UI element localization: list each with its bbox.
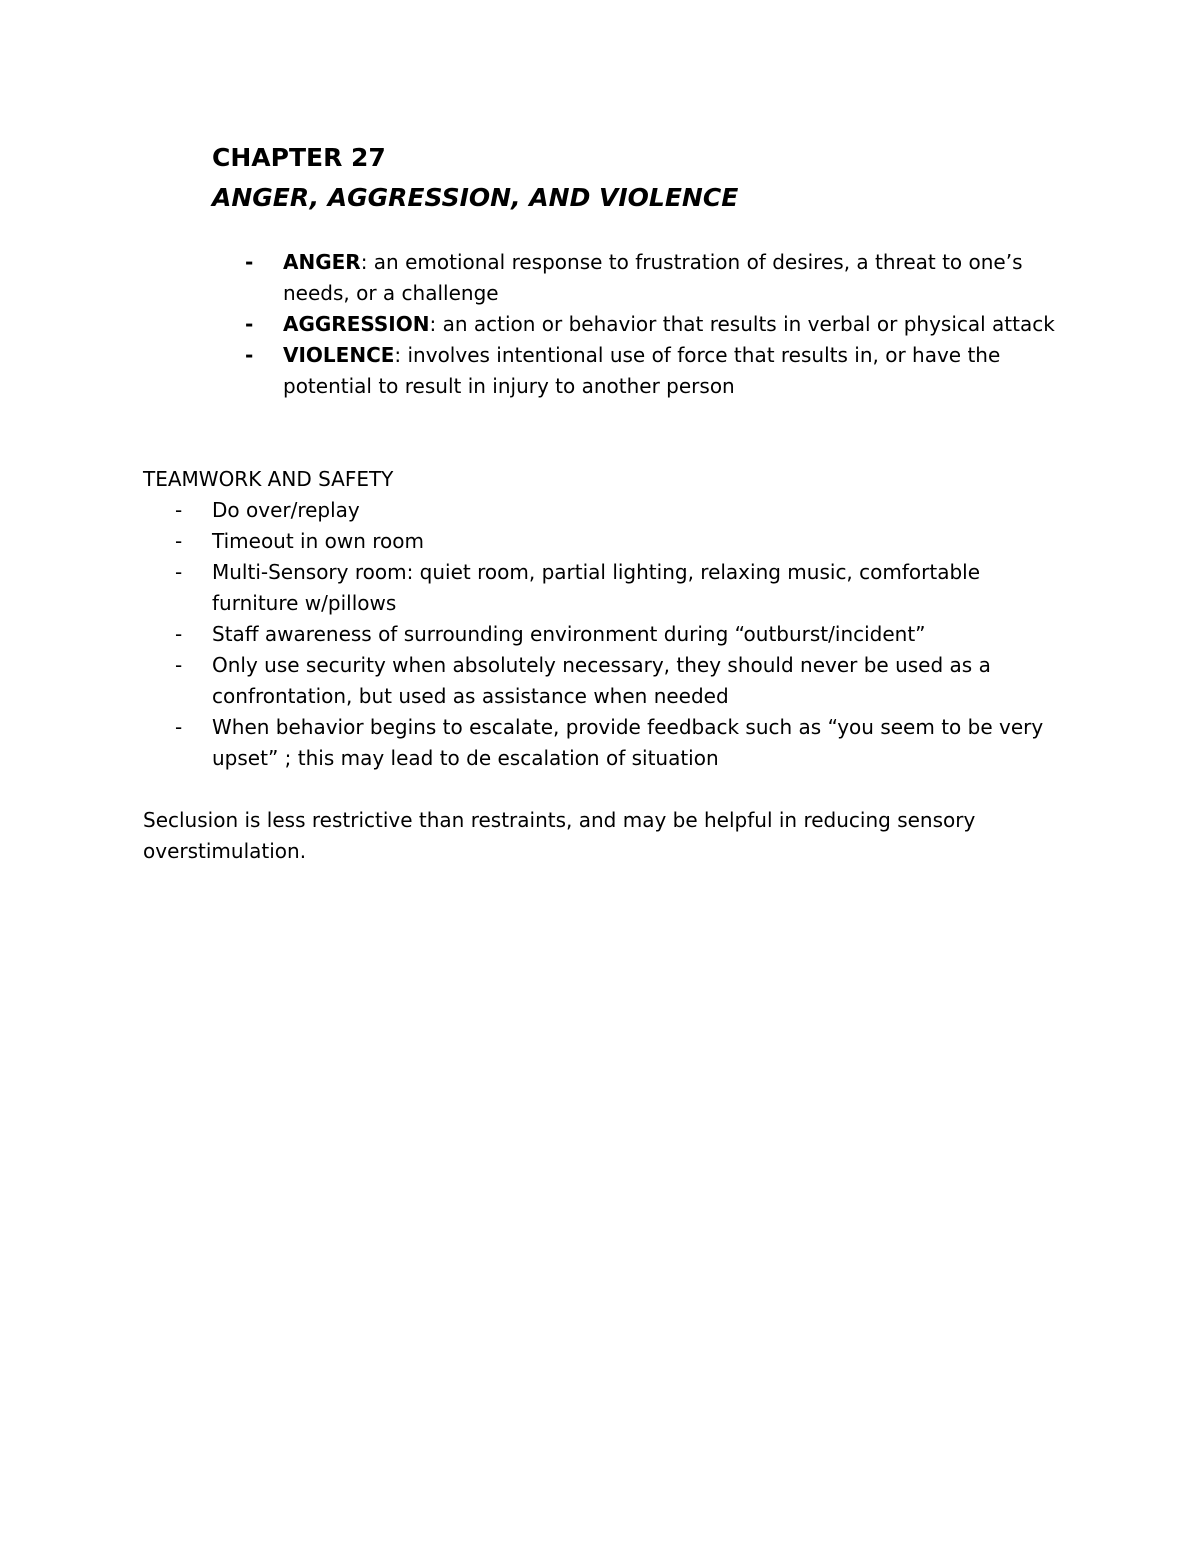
dash-bullet: - xyxy=(245,343,254,367)
definition-item-anger xyxy=(245,247,1065,309)
definition-item-violence xyxy=(245,340,1065,402)
dash-bullet: - xyxy=(175,622,183,646)
section-heading-teamwork: TEAMWORK AND SAFETY xyxy=(143,467,394,491)
list-item xyxy=(175,650,1055,712)
list-item xyxy=(175,619,1055,650)
definitions-list xyxy=(245,247,1065,402)
definition-text: : an emotional response to frustration of desires, a threat to one’s needs, or a challenge xyxy=(283,250,1023,305)
dash-bullet: - xyxy=(175,560,183,584)
teamwork-list xyxy=(175,495,1055,774)
definition-term: AGGRESSION xyxy=(283,312,430,336)
definition-text: : involves intentional use of force that results in, or have the potential to result in injury to another person xyxy=(283,343,1001,398)
list-item xyxy=(175,526,1055,557)
list-item xyxy=(175,712,1055,774)
list-item xyxy=(175,495,1055,526)
chapter-heading: CHAPTER 27 xyxy=(212,143,386,172)
list-item-text: Timeout in own room xyxy=(212,529,425,553)
list-item-text: Staff awareness of surrounding environment during “outburst/incident” xyxy=(212,622,926,646)
dash-bullet: - xyxy=(175,529,183,553)
definition-term: VIOLENCE xyxy=(283,343,395,367)
dash-bullet: - xyxy=(175,715,183,739)
list-item-text: Multi-Sensory room: quiet room, partial lighting, relaxing music, comfortable furniture w/pillows xyxy=(212,560,981,615)
list-item-text: When behavior begins to escalate, provide feedback such as “you seem to be very upset” ; this may lead to de escalation of situation xyxy=(212,715,1044,770)
list-item-text: Only use security when absolutely necessary, they should never be used as a confrontation, but used as assistance when needed xyxy=(212,653,991,708)
definition-term: ANGER xyxy=(283,250,361,274)
definition-item-aggression xyxy=(245,309,1065,340)
definition-text: : an action or behavior that results in verbal or physical attack xyxy=(429,312,1055,336)
closing-paragraph: Seclusion is less restrictive than restraints, and may be helpful in reducing sensory overstimulation. xyxy=(143,808,976,863)
dash-bullet: - xyxy=(245,250,254,274)
dash-bullet: - xyxy=(175,653,183,677)
list-item-text: Do over/replay xyxy=(212,498,360,522)
chapter-subtitle: ANGER, AGGRESSION, AND VIOLENCE xyxy=(212,183,739,212)
dash-bullet: - xyxy=(245,312,254,336)
list-item xyxy=(175,557,1055,619)
dash-bullet: - xyxy=(175,498,183,522)
